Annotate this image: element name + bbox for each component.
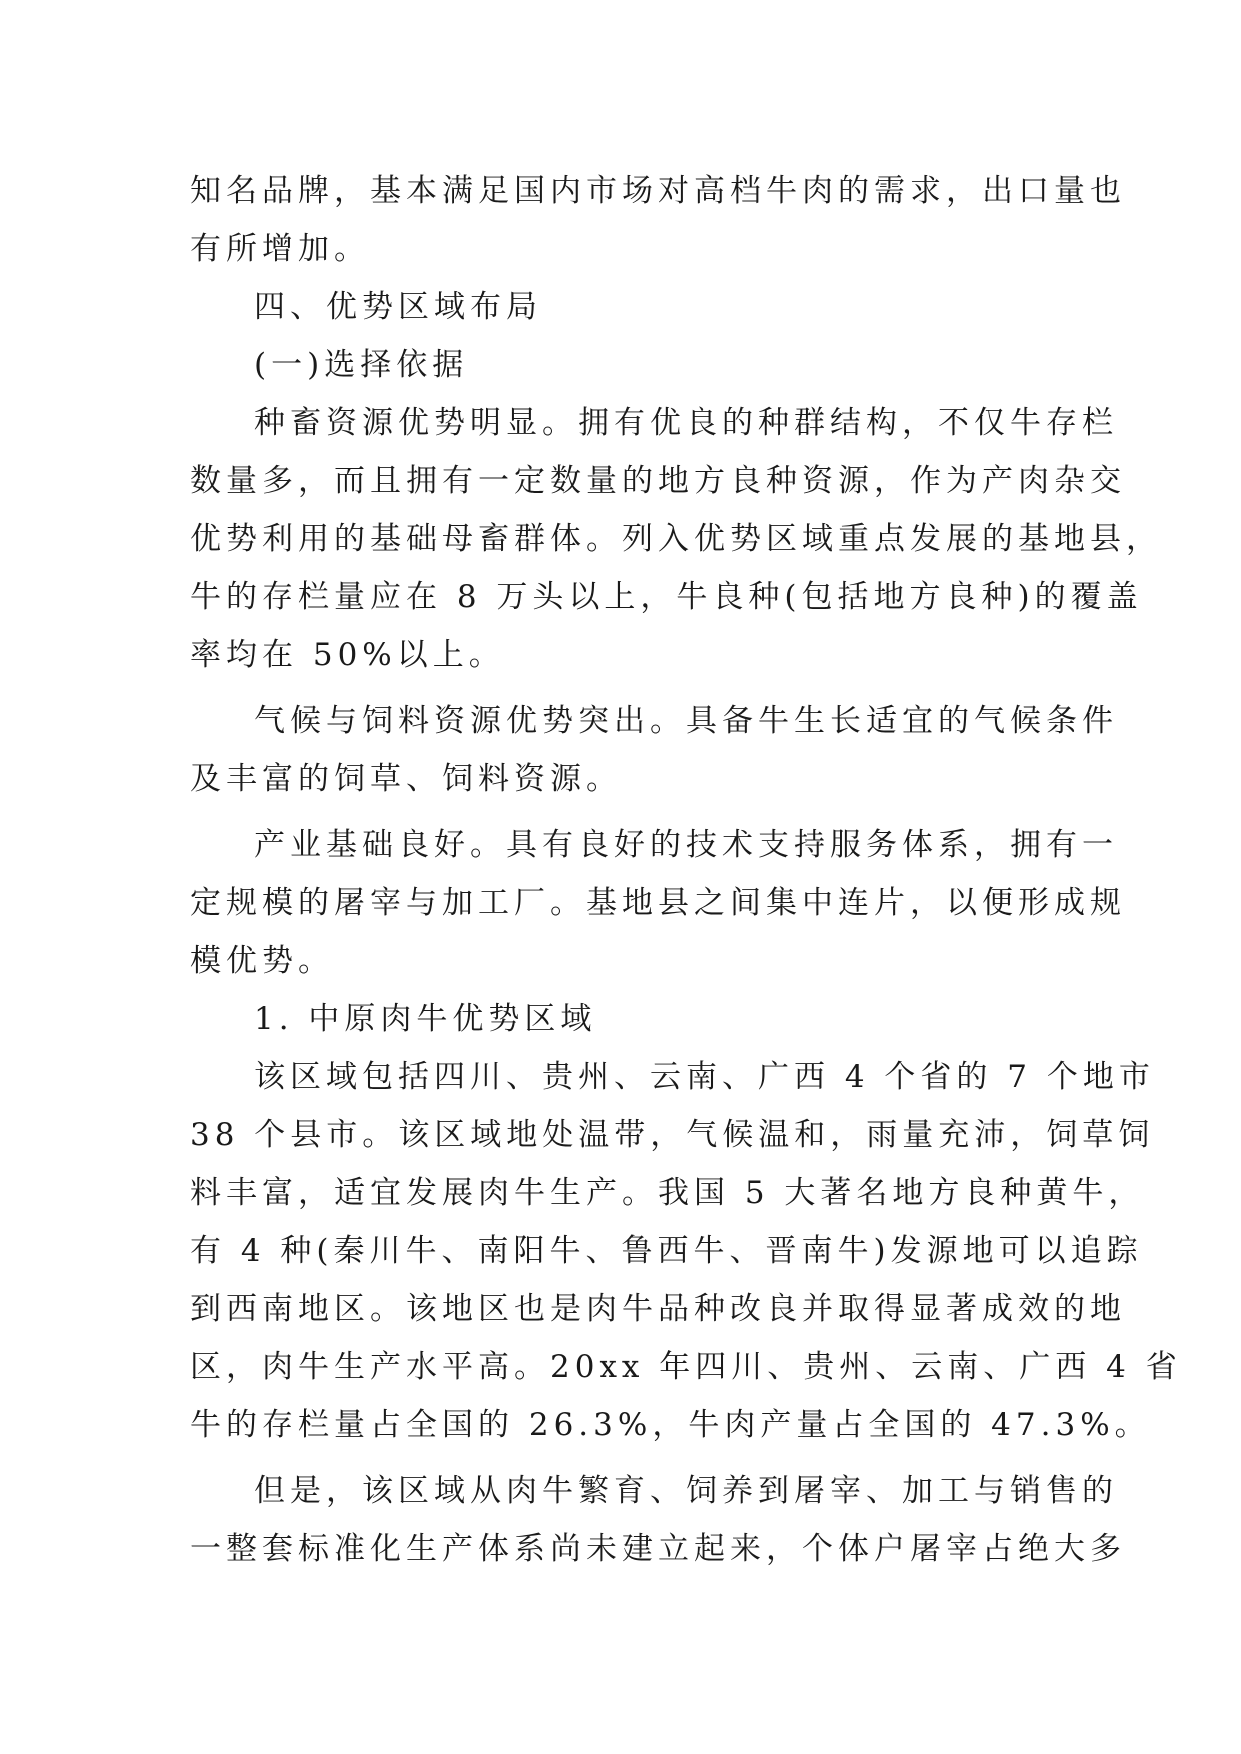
text-line: 产业基础良好。具有良好的技术支持服务体系，拥有一 <box>254 827 1118 863</box>
subsection-heading: 1. 中原肉牛优势区域 <box>254 1001 597 1037</box>
text-line: 有 4 种(秦川牛、南阳牛、鲁西牛、晋南牛)发源地可以追踪 <box>190 1233 1143 1269</box>
text-line: 料丰富，适宜发展肉牛生产。我国 5 大著名地方良种黄牛， <box>190 1175 1145 1211</box>
text-line: 但是，该区域从肉牛繁育、饲养到屠宰、加工与销售的 <box>254 1473 1118 1509</box>
text-line: 牛的存栏量应在 8 万头以上，牛良种(包括地方良种)的覆盖 <box>190 579 1143 615</box>
text-line: 模优势。 <box>190 943 334 979</box>
text-line: 率均在 50%以上。 <box>190 637 505 673</box>
text-line: 及丰富的饲草、饲料资源。 <box>190 761 622 797</box>
subsection-heading: (一)选择依据 <box>254 347 469 383</box>
text-line: 一整套标准化生产体系尚未建立起来，个体户屠宰占绝大多 <box>190 1531 1126 1567</box>
section-heading: 四、优势区域布局 <box>254 289 542 325</box>
text-line: 数量多，而且拥有一定数量的地方良种资源，作为产肉杂交 <box>190 463 1126 499</box>
text-line: 该区域包括四川、贵州、云南、广西 4 个省的 7 个地市 <box>254 1059 1155 1095</box>
text-line: 38 个县市。该区域地处温带，气候温和，雨量充沛，饲草饲 <box>190 1117 1155 1153</box>
text-line: 优势利用的基础母畜群体。列入优势区域重点发展的基地县， <box>190 521 1162 557</box>
text-line: 牛的存栏量占全国的 26.3%，牛肉产量占全国的 47.3%。 <box>190 1407 1151 1443</box>
text-line: 有所增加。 <box>190 231 370 267</box>
document-body <box>190 162 1182 1578</box>
text-line: 定规模的屠宰与加工厂。基地县之间集中连片，以便形成规 <box>190 885 1126 921</box>
text-line: 区，肉牛生产水平高。20xx 年四川、贵州、云南、广西 4 省 <box>190 1349 1182 1385</box>
text-line: 知名品牌，基本满足国内市场对高档牛肉的需求，出口量也 <box>190 173 1126 209</box>
text-line: 到西南地区。该地区也是肉牛品种改良并取得显著成效的地 <box>190 1291 1126 1327</box>
text-line: 种畜资源优势明显。拥有优良的种群结构，不仅牛存栏 <box>254 405 1118 441</box>
text-line: 气候与饲料资源优势突出。具备牛生长适宜的气候条件 <box>254 703 1118 739</box>
